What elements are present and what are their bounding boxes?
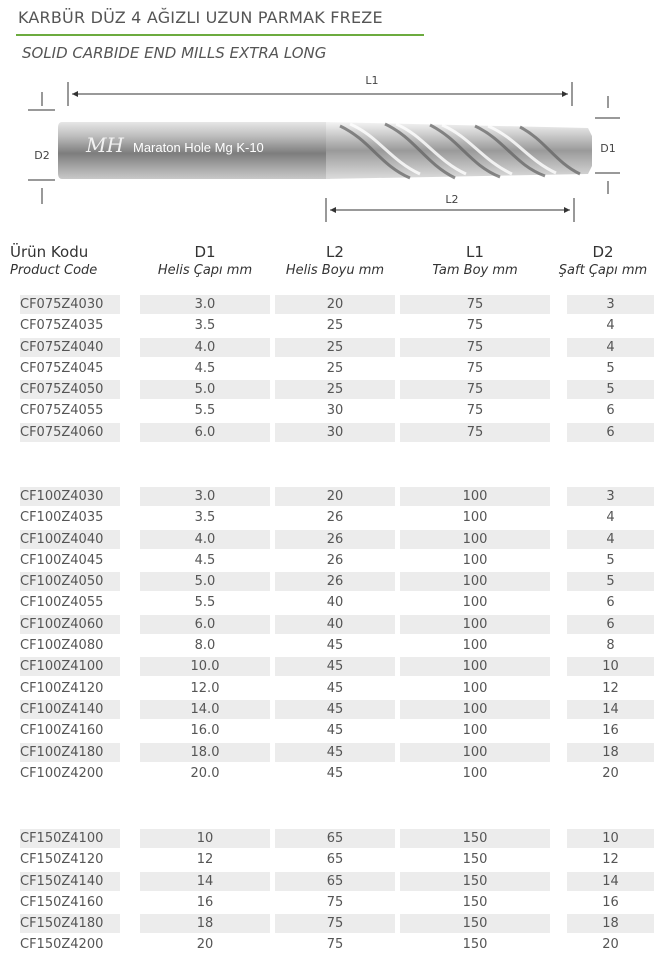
table-row [0,636,654,657]
l2-cell: 40 [326,595,344,611]
d1-cell: 4.0 [140,530,270,549]
product-code-cell: CF100Z4140 [20,700,120,719]
table-row [0,593,654,614]
d2-cell: 5 [606,552,615,568]
l1-cell: 100 [462,765,488,781]
d2-cell: 14 [567,872,654,891]
table-row [0,508,654,529]
col-header-d1 [140,242,270,280]
l2-cell: 65 [326,852,344,868]
product-code-cell: CF150Z4100 [20,829,120,848]
d2-cell: 16 [602,894,619,910]
l1-cell: 100 [462,638,488,654]
d2-cell: 4 [567,338,654,357]
d1-cell: 5.0 [140,572,270,591]
product-code-cell: CF100Z4035 [20,510,104,526]
end-mill-body [58,122,592,179]
l2-cell: 45 [326,723,344,739]
col-header-subtitle: Helis Çapı mm [157,263,253,278]
l1-dimension [68,74,572,106]
product-code-cell: CF100Z4200 [20,765,104,781]
d1-label: D1 [600,142,616,155]
l2-cell: 45 [275,700,395,719]
product-code-cell: CF075Z4060 [20,423,120,442]
product-code-cell: CF075Z4055 [20,403,104,419]
l1-cell: 100 [462,723,488,739]
d2-cell: 20 [602,765,619,781]
table-group-cf150 [0,829,654,957]
d2-cell: 5 [606,360,615,376]
table-row [0,850,654,871]
col-header-subtitle: Helis Boyu mm [285,263,385,278]
l2-label: L2 [445,193,459,206]
l1-cell: 150 [462,852,488,868]
d2-label: D2 [34,149,50,162]
l1-cell: 75 [400,338,550,357]
l1-cell: 75 [466,360,484,376]
l1-cell: 100 [462,552,488,568]
table-row [0,764,654,785]
d2-cell: 3 [567,487,654,506]
product-code-cell: CF100Z4100 [20,657,120,676]
table-row [0,829,654,850]
col-header-l2 [275,242,395,280]
page-subtitle: SOLID CARBIDE END MILLS EXTRA LONG [22,44,327,62]
l2-cell: 26 [275,530,395,549]
d2-cell: 20 [602,937,619,953]
d1-cell: 3.5 [194,510,216,526]
product-code-cell: CF100Z4040 [20,530,120,549]
d1-cell: 18 [140,914,270,933]
table-row [0,721,654,742]
l1-cell: 75 [400,423,550,442]
d1-cell: 3.0 [140,487,270,506]
l2-cell: 65 [275,872,395,891]
l1-cell: 100 [400,743,550,762]
l2-cell: 30 [275,423,395,442]
product-code-cell: CF100Z4160 [20,723,104,739]
d1-cell: 16 [196,894,214,910]
table-row [0,743,654,764]
l1-cell: 100 [400,572,550,591]
l1-cell: 150 [400,914,550,933]
d1-cell: 6.0 [140,615,270,634]
table-row [0,551,654,572]
table-row [0,530,654,551]
l2-cell: 26 [326,552,344,568]
table-row [0,615,654,636]
table-row [0,338,654,359]
l2-cell: 45 [326,638,344,654]
table-row [0,295,654,316]
product-code-cell: CF100Z4050 [20,572,120,591]
col-header-title: L2 [326,243,344,261]
product-code-cell: CF100Z4080 [20,638,104,654]
d1-cell: 16.0 [190,723,220,739]
d2-cell: 18 [567,743,654,762]
d1-dimension [595,96,620,194]
d1-cell: 12 [196,852,214,868]
product-code-cell: CF100Z4060 [20,615,120,634]
d2-cell: 12 [602,680,619,696]
d1-cell: 8.0 [194,638,216,654]
l2-cell: 25 [326,318,344,334]
table-row [0,657,654,678]
d1-cell: 14 [140,872,270,891]
l1-cell: 75 [400,295,550,314]
product-code-cell: CF100Z4120 [20,680,104,696]
table-row [0,700,654,721]
page-title: KARBÜR DÜZ 4 AĞIZLI UZUN PARMAK FREZE [18,8,383,27]
d1-cell: 14.0 [140,700,270,719]
l2-cell: 45 [326,680,344,696]
l1-cell: 75 [400,380,550,399]
d2-cell: 14 [567,700,654,719]
table-row [0,487,654,508]
table-row [0,872,654,893]
product-code-cell: CF150Z4120 [20,852,104,868]
d2-cell: 6 [567,615,654,634]
table-row [0,679,654,700]
d1-cell: 20 [196,937,214,953]
d1-cell: 4.5 [194,360,216,376]
d1-cell: 5.5 [194,595,216,611]
l2-cell: 45 [326,765,344,781]
l1-cell: 150 [462,937,488,953]
l2-cell: 26 [275,572,395,591]
d2-cell: 10 [567,829,654,848]
table-row [0,359,654,380]
d2-cell: 4 [606,510,615,526]
col-header-title: L1 [466,243,484,261]
product-code-cell: CF150Z4180 [20,914,120,933]
l2-cell: 20 [275,487,395,506]
l2-cell: 26 [326,510,344,526]
product-code-cell: CF100Z4055 [20,595,104,611]
l1-cell: 100 [400,700,550,719]
l1-cell: 75 [466,318,484,334]
d1-cell: 10.0 [140,657,270,676]
d2-cell: 10 [567,657,654,676]
l2-cell: 45 [275,657,395,676]
d2-cell: 12 [602,852,619,868]
d1-cell: 4.5 [194,552,216,568]
col-header-title: D2 [592,243,614,261]
l1-cell: 100 [400,615,550,634]
d2-cell: 18 [567,914,654,933]
l2-dimension [326,193,574,222]
d2-cell: 4 [606,318,615,334]
l2-cell: 40 [275,615,395,634]
product-code-cell: CF075Z4050 [20,380,120,399]
d1-cell: 12.0 [190,680,220,696]
product-code-cell: CF075Z4040 [20,338,120,357]
d1-cell: 5.5 [194,403,216,419]
table-row [0,572,654,593]
d2-cell: 3 [567,295,654,314]
l2-cell: 75 [326,937,344,953]
col-header-title: D1 [194,243,216,261]
col-header-product-code [10,242,116,280]
l1-cell: 100 [400,487,550,506]
l2-cell: 20 [275,295,395,314]
product-code-cell: CF075Z4045 [20,360,104,376]
l1-cell: 150 [462,894,488,910]
l1-cell: 150 [400,872,550,891]
col-header-title: Ürün Kodu [10,243,89,261]
l2-cell: 75 [326,894,344,910]
product-code-cell: CF075Z4035 [20,318,104,334]
l1-label: L1 [365,74,379,87]
d1-cell: 3.5 [194,318,216,334]
table-row [0,380,654,401]
product-code-cell: CF100Z4180 [20,743,120,762]
l2-cell: 25 [275,380,395,399]
l1-cell: 75 [466,403,484,419]
col-header-d2 [552,242,654,280]
l2-cell: 75 [275,914,395,933]
d1-cell: 6.0 [140,423,270,442]
table-row [0,893,654,914]
product-code-cell: CF150Z4200 [20,937,104,953]
d2-cell: 4 [567,530,654,549]
l1-cell: 100 [462,510,488,526]
end-mill-drawing [0,70,654,230]
d1-cell: 3.0 [140,295,270,314]
l2-cell: 30 [326,403,344,419]
product-code-cell: CF150Z4140 [20,872,120,891]
title-underline [16,34,424,36]
table-row [0,914,654,935]
table-row [0,316,654,337]
col-header-subtitle: Product Code [10,263,98,278]
col-header-subtitle: Şaft Çapı mm [558,263,648,278]
brand-mark: MH [86,133,124,157]
product-code-cell: CF150Z4160 [20,894,104,910]
product-code-cell: CF075Z4030 [20,295,120,314]
l2-cell: 25 [275,338,395,357]
d2-cell: 8 [606,638,615,654]
product-code-cell: CF100Z4045 [20,552,104,568]
table-group-cf075 [0,295,654,444]
d1-cell: 10 [140,829,270,848]
l1-cell: 100 [462,680,488,696]
l1-cell: 150 [400,829,550,848]
product-code-cell: CF100Z4030 [20,487,120,506]
l1-cell: 100 [400,530,550,549]
col-header-subtitle: Tam Boy mm [432,263,518,278]
table-row [0,401,654,422]
brand-text: Maraton Hole Mg K-10 [133,140,264,155]
d2-cell: 6 [606,595,615,611]
l1-cell: 100 [462,595,488,611]
d2-cell: 16 [602,723,619,739]
d2-dimension [28,92,55,204]
d1-cell: 18.0 [140,743,270,762]
d2-cell: 6 [606,403,615,419]
d1-cell: 20.0 [190,765,220,781]
table-group-cf100 [0,487,654,785]
l2-cell: 25 [326,360,344,376]
col-header-l1 [400,242,550,280]
table-row [0,935,654,956]
d2-cell: 6 [567,423,654,442]
l1-cell: 100 [400,657,550,676]
l2-cell: 65 [275,829,395,848]
l2-cell: 45 [275,743,395,762]
d1-cell: 5.0 [140,380,270,399]
d2-cell: 5 [567,380,654,399]
d2-cell: 5 [567,572,654,591]
table-row [0,423,654,444]
d1-cell: 4.0 [140,338,270,357]
